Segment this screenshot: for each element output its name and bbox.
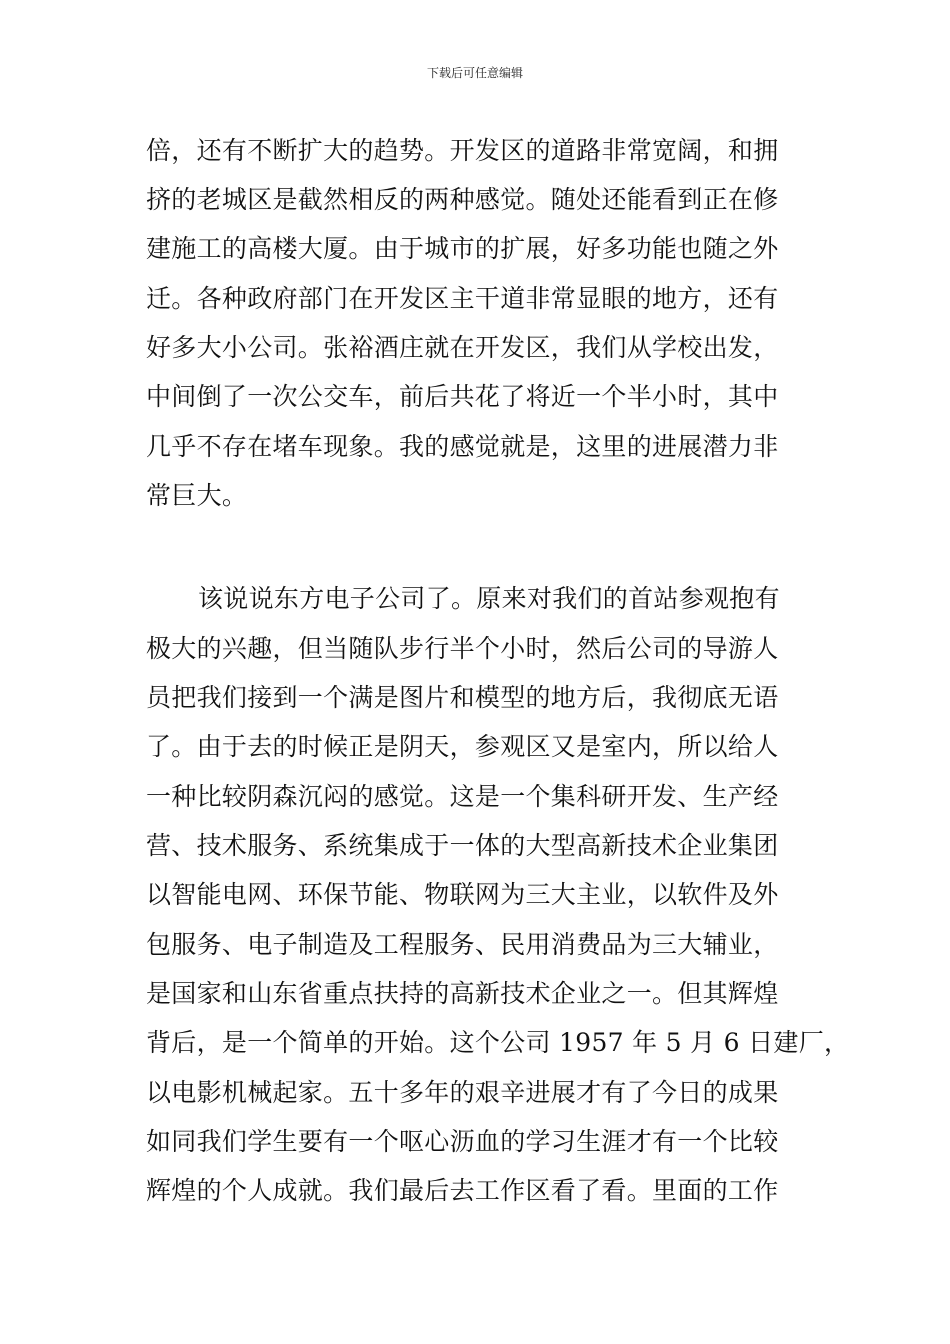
text-line: 营、技术服务、系统集成于一体的大型高新技术企业集团 [146,831,779,860]
text-line: 以电影机械起家。五十多年的艰辛进展才有了今日的成果 [146,1078,779,1107]
text-line: 挤的老城区是截然相反的两种感觉。随处还能看到正在修 [146,185,779,214]
text-line: 中间倒了一次公交车，前后共花了将近一个半小时，其中 [146,382,779,411]
text-line: 员把我们接到一个满是图片和模型的地方后，我彻底无语 [146,683,779,712]
text-line: 是国家和山东省重点扶持的高新技术企业之一。但其辉煌 [146,979,779,1008]
text-line: 几乎不存在堵车现象。我的感觉就是，这里的进展潜力非 [146,432,779,461]
text-line: 迁。各种政府部门在开发区主干道非常显眼的地方，还有 [146,284,779,313]
text-line: 极大的兴趣，但当随队步行半个小时，然后公司的导游人 [146,634,779,663]
text-line: 如同我们学生要有一个呕心沥血的学习生涯才有一个比较 [146,1127,779,1156]
text-line: 常巨大。 [146,481,248,510]
text-line: 倍，还有不断扩大的趋势。开发区的道路非常宽阔，和拥 [146,136,779,165]
page-header: 下载后可任意编辑 [426,66,523,80]
text-line: 背后，是一个简单的开始。这个公司 1957 年 5 月 6 日建厂， [146,1028,850,1057]
text-line: 一种比较阴森沉闷的感觉。这是一个集科研开发、生产经 [146,782,779,811]
text-line: 包服务、电子制造及工程服务、民用消费品为三大辅业， [146,930,779,959]
text-line: 该说说东方电子公司了。原来对我们的首站参观抱有 [198,584,780,613]
text-line: 辉煌的个人成就。我们最后去工作区看了看。里面的工作 [146,1176,779,1205]
text-line: 以智能电网、环保节能、物联网为三大主业，以软件及外 [146,880,779,909]
text-line: 建施工的高楼大厦。由于城市的扩展，好多功能也随之外 [146,234,779,263]
text-line: 好多大小公司。张裕酒庄就在开发区，我们从学校出发， [146,333,779,362]
text-line: 了。由于去的时候正是阴天，参观区又是室内，所以给人 [146,732,779,761]
